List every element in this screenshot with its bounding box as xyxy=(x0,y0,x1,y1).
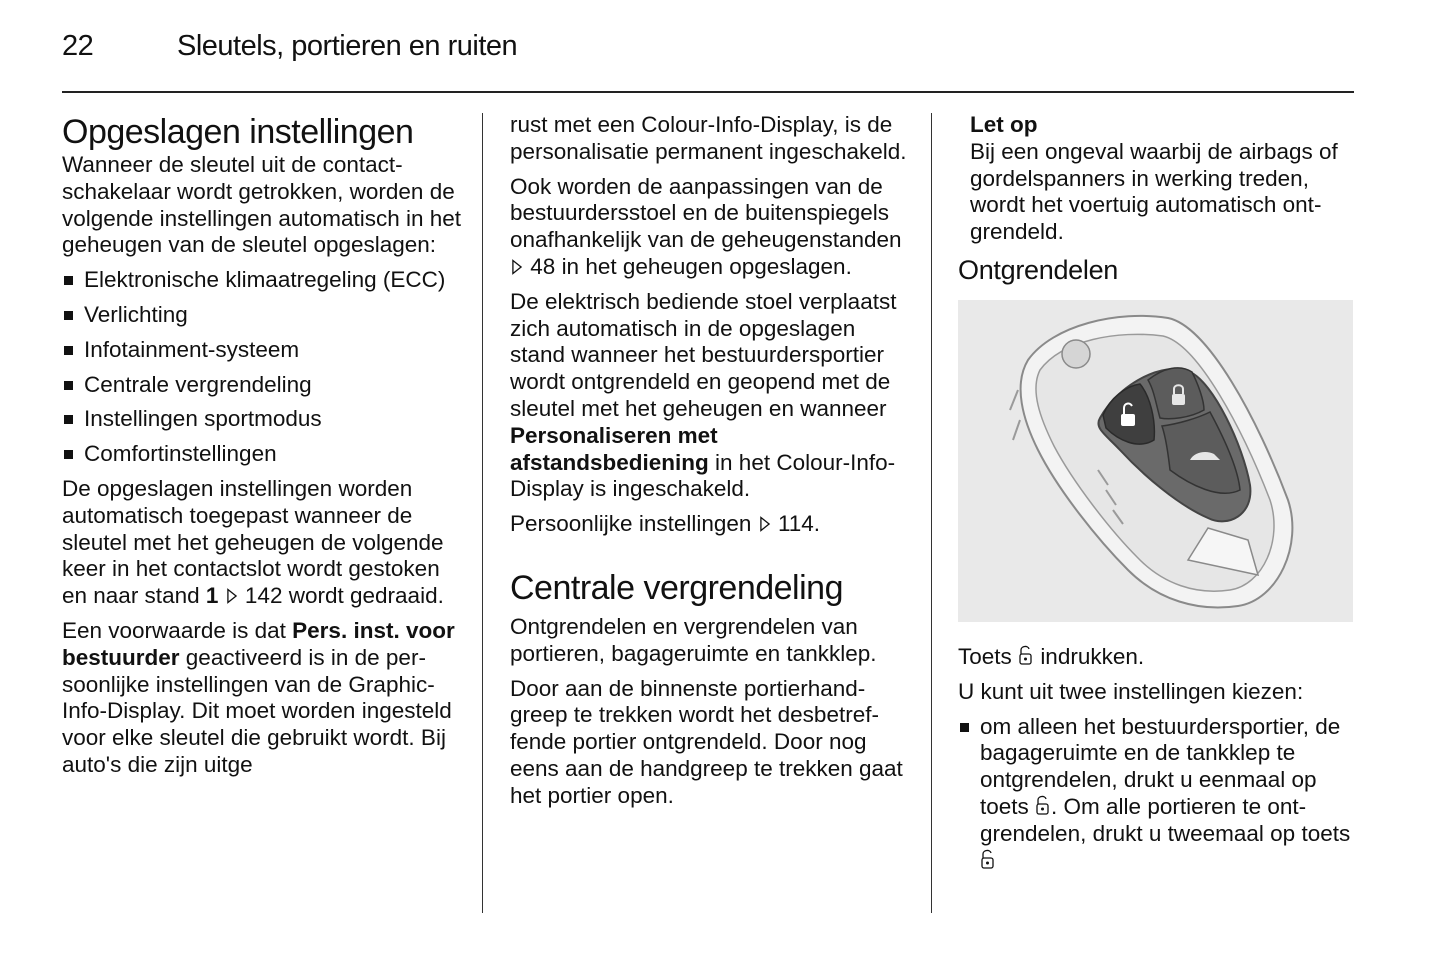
note-title: Let op xyxy=(970,112,1038,137)
paragraph: Toets indrukken. xyxy=(958,643,1145,669)
paragraph: Ontgrendelen en vergrendelen van portieren, bagageruimte en tankklep. xyxy=(510,613,877,666)
list-item: Comfortinstellingen xyxy=(62,441,462,468)
list-item: om alleen het bestuurdersportier, de bagageruimte en de tankklep te ontgrendelen, drukt u eenmaal op toets . Om alle portieren te ontgrendelen, drukt u tweemaal op toets xyxy=(958,714,1356,875)
list-item: Elektronische klimaatregeling (ECC) xyxy=(62,267,462,294)
unlock-icon xyxy=(1018,644,1034,666)
column-divider-2 xyxy=(931,113,932,913)
column-1 xyxy=(62,112,462,787)
settings-list xyxy=(62,267,462,468)
paragraph: Een voorwaarde is dat Pers. inst. voor bestuurder geactiveerd is in de persoonlijke instellingen van de Graphic-Info-Display. Dit moet worden ingesteld voor elke sleutel die gebruikt wordt. Bij auto's die zijn uitge xyxy=(62,617,455,777)
page-reference[interactable]: 142 xyxy=(244,583,283,609)
paragraph: Door aan de binnenste portierhandgreep te trekken wordt het desbetreffende portier ontgrendeld. Door nog eens aan de handgreep te trekken gaat het portier open. xyxy=(510,675,903,808)
key-fob-figure xyxy=(958,300,1353,622)
note-text: Bij een ongeval waarbij de airbags of gordelspanners in werking treden, wordt het voertuig automatisch ontgrendeld. xyxy=(970,138,1338,245)
page-reference[interactable]: 48 xyxy=(530,253,556,279)
key-fob-illustration xyxy=(958,300,1353,622)
list-item: Instellingen sportmodus xyxy=(62,406,462,433)
column-2 xyxy=(510,112,910,818)
subsection-heading-unlock: Ontgrendelen xyxy=(958,254,1119,285)
paragraph: U kunt uit twee instellingen kiezen: xyxy=(958,678,1304,704)
paragraph: De opgeslagen instellingen worden automatisch toegepast wanneer de sleutel met het geheugen de volgende keer in het contactslot wordt gestoken en naar stand 1 142 wordt gedraaid. xyxy=(62,475,444,609)
note-box xyxy=(958,112,1356,246)
unlock-options-list xyxy=(958,714,1356,875)
column-divider-1 xyxy=(482,113,483,913)
list-item: Centrale vergrendeling xyxy=(62,372,462,399)
reference-arrow-icon xyxy=(758,515,772,533)
menu-setting-name: Personaliseren met afstandsbediening xyxy=(510,422,718,475)
unlock-icon xyxy=(980,848,996,870)
page-reference[interactable]: 114. xyxy=(777,511,821,537)
list-item: Verlichting xyxy=(62,302,462,329)
section-heading-central-locking: Centrale vergrendeling xyxy=(510,568,843,607)
chapter-title: Sleutels, portieren en ruiten xyxy=(177,30,518,62)
header-divider xyxy=(62,91,1354,93)
unlock-icon xyxy=(1035,794,1051,816)
paragraph: Persoonlijke instellingen 114. xyxy=(510,511,821,537)
paragraph: Ook worden de aanpassingen van de bestuurdersstoel en de buitenspiegels onafhankelijk van de geheugenstanden 48 in het geheugen opgeslagen. xyxy=(510,173,902,279)
reference-arrow-icon xyxy=(225,587,239,605)
reference-arrow-icon xyxy=(510,258,524,276)
paragraph: rust met een Colour-Info-Display, is de personalisatie permanent ingeschakeld. xyxy=(510,112,907,164)
menu-setting-name: Pers. inst. voor bestuurder xyxy=(62,617,455,670)
section-heading-stored-settings: Opgeslagen instellingen xyxy=(62,113,414,151)
list-item: Infotainment-systeem xyxy=(62,337,462,364)
paragraph: Wanneer de sleutel uit de contactschakelaar wordt getrokken, worden de volgende instellingen automatisch in het geheugen van de sleutel opgeslagen: xyxy=(62,152,462,258)
column-3 xyxy=(958,112,1356,882)
page-number: 22 xyxy=(62,30,94,62)
paragraph: De elektrisch bediende stoel verplaatst zich automatisch in de opgeslagen stand wanneer het bestuurdersportier wordt ontgrendeld en geopend met de sleutel met het geheugen en wanneer Personaliseren met afstandsbediening in het Colour-Info-Display is ingeschakeld. xyxy=(510,288,897,502)
